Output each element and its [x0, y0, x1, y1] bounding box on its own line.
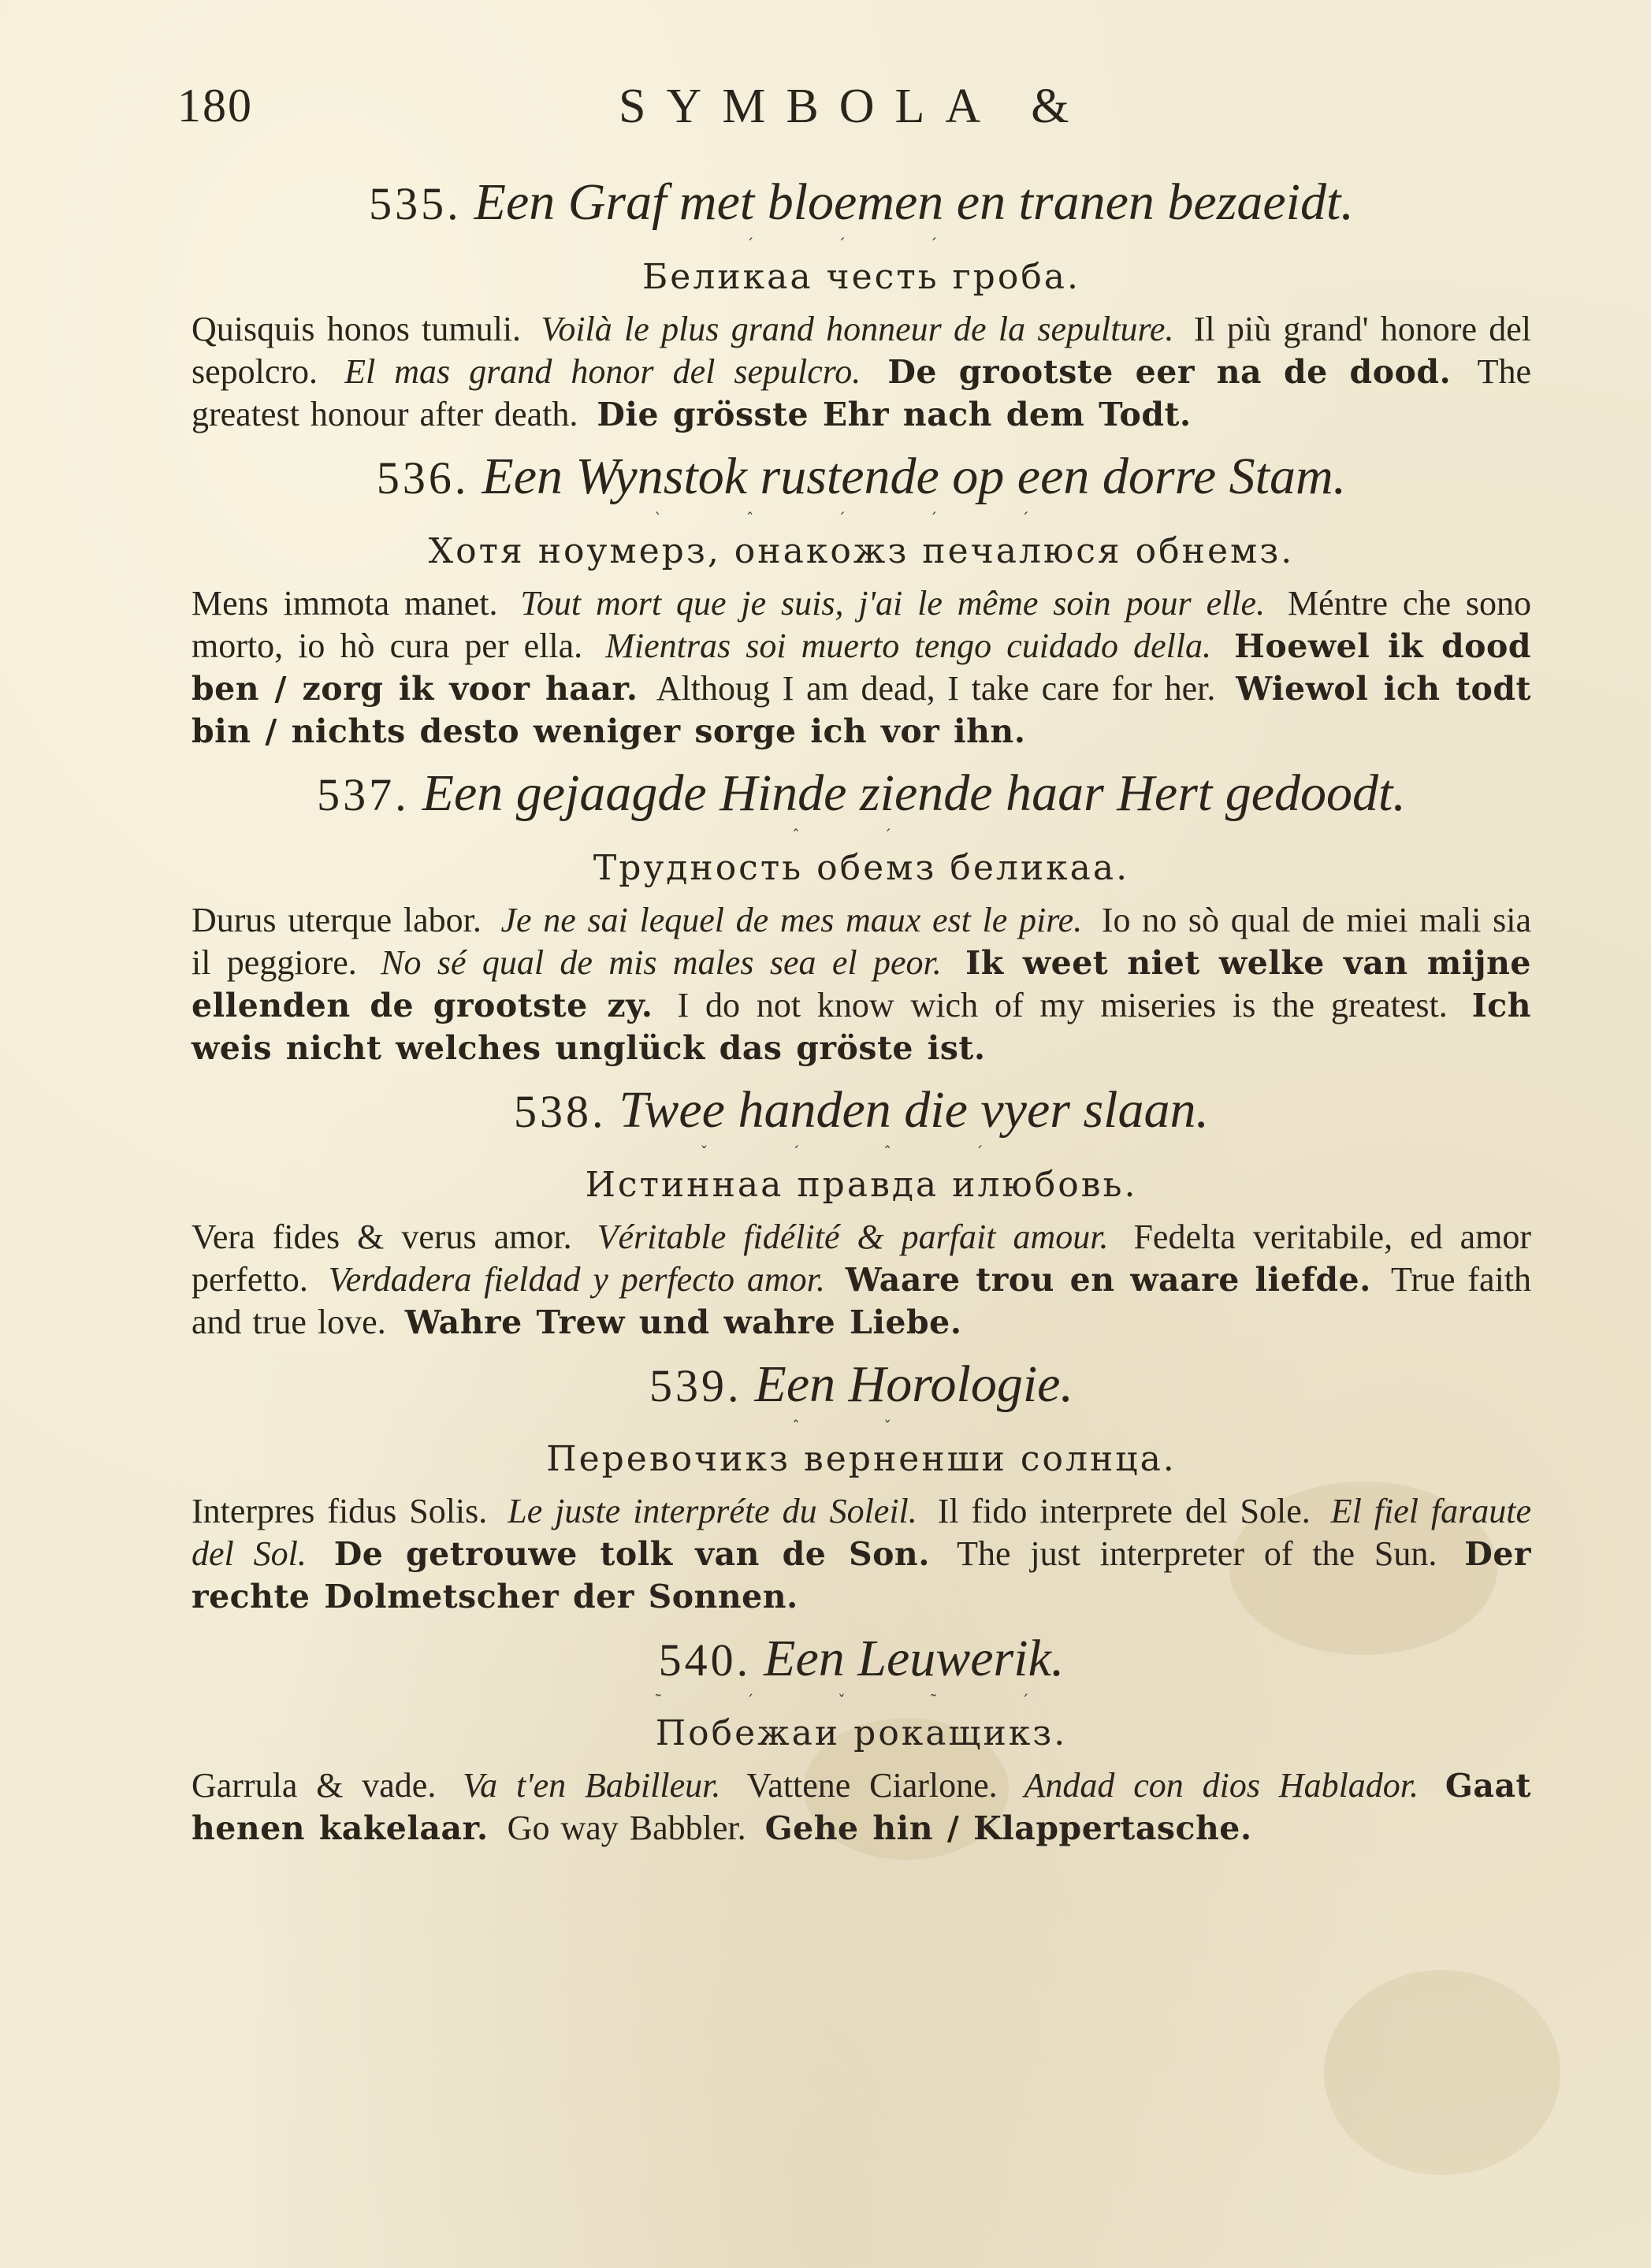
latin-motto: Durus uterque labor. [192, 901, 482, 939]
slavonic-motto: Истиннаа правда илюбовь. [585, 1165, 1138, 1205]
french-motto: Va t'en Babilleur. [463, 1766, 721, 1805]
french-motto: Je ne sai lequel de mes maux est le pire. [500, 901, 1083, 939]
dutch-motto: De grootste eer na de dood. [887, 353, 1452, 391]
entry-number: 537. [317, 769, 410, 820]
spanish-motto: Verdadera fieldad y perfecto amor. [328, 1260, 825, 1299]
latin-motto: Interpres fidus Solis. [192, 1492, 488, 1530]
emblem-entry [192, 444, 1531, 753]
english-motto: Go way Babbler. [507, 1809, 746, 1847]
spanish-motto: Mientras soi muerto tengo cuidado della. [605, 626, 1212, 665]
italian-motto: Fedelta veritabile, ed amor perfetto. [192, 1218, 1531, 1299]
entry-title [192, 760, 1531, 828]
spanish-motto: No sé qual de mis males sea el peor. [381, 943, 942, 982]
slavonic-motto: Хотя ноумерз, онакожз печалюся обнемз. [428, 531, 1295, 571]
entry-title-text: Een Horologie. [754, 1355, 1073, 1413]
german-motto: Wahre Trew und wahre Liebe. [404, 1303, 962, 1341]
entry-title [192, 1352, 1531, 1419]
italian-motto: Méntre che sono morto, io hò cura per ella. [192, 584, 1532, 665]
german-motto: Der rechte Dolmetscher der Sonnen. [192, 1535, 1532, 1615]
accent-marks: ˊ ˊ ˊ [746, 235, 977, 254]
slavonic-motto: Побежаи рокащикз. [655, 1713, 1068, 1753]
entry-title [192, 1626, 1531, 1694]
french-motto: Voilà le plus grand honneur de la sepulture. [541, 310, 1174, 348]
page-number: 180 [177, 80, 253, 132]
dutch-motto: Hoewel ik dood ben / zorg ik voor haar. [192, 627, 1531, 708]
italian-motto: Io no sò qual de miei mali sia il peggiore. [192, 901, 1532, 982]
italian-motto: Vattene Ciarlone. [746, 1766, 998, 1805]
translations [192, 899, 1531, 1069]
slavonic-motto: Перевочикз верненши солнца. [546, 1439, 1177, 1479]
latin-motto: Vera fides & verus amor. [192, 1218, 572, 1256]
english-motto: Althoug I am dead, I take care for her. [656, 669, 1216, 708]
entry-title-text: Een gejaagde Hinde ziende haar Hert gedoodt. [422, 764, 1406, 822]
slavonic-motto: Трудность обемз беликаа. [593, 848, 1130, 888]
dutch-motto: De getrouwe tolk van de Son. [333, 1535, 931, 1573]
english-motto: True faith and true love. [192, 1260, 1532, 1341]
page-header [177, 79, 1549, 158]
french-motto: Tout mort que je suis, j'ai le même soin pour elle. [520, 584, 1266, 623]
entry-title-text: Een Graf met bloemen en tranen bezaeidt. [474, 173, 1354, 231]
emblem-entry [192, 169, 1531, 436]
german-motto: Wiewol ich todt bin / nichts desto weniger sorge ich vor ihn. [192, 670, 1531, 750]
entry-title [192, 1077, 1531, 1145]
entry-number: 538. [514, 1086, 607, 1137]
spanish-motto: Andad con dios Hablador. [1024, 1766, 1419, 1805]
spanish-motto: El mas grand honor del sepulcro. [344, 352, 861, 391]
accent-marks: ˋ ˆ ˊ ˊ ˊ [654, 509, 1069, 528]
page-content [192, 169, 1531, 1857]
translations [192, 1490, 1531, 1618]
german-motto: Die grösste Ehr nach dem Todt. [597, 396, 1192, 433]
slavonic-motto: Беликаа честь гроба. [641, 257, 1081, 297]
accent-marks: ˆ ˇ [791, 1417, 931, 1436]
french-motto: Le juste interpréte du Soleil. [508, 1492, 917, 1530]
translations [192, 1764, 1531, 1850]
entry-number: 540. [658, 1634, 752, 1686]
entry-number: 536. [376, 452, 470, 504]
paper-stain [1324, 1970, 1560, 2175]
entry-title [192, 169, 1531, 237]
entry-title-text: Twee handen die vyer slaan. [619, 1081, 1209, 1139]
french-motto: Véritable fidélité & parfait amour. [597, 1218, 1109, 1256]
german-motto: Gehe hin / Klappertasche. [764, 1809, 1252, 1847]
english-motto: I do not know wich of my miseries is the greatest. [677, 986, 1448, 1024]
emblem-entry [192, 1352, 1531, 1618]
emblem-entry [192, 760, 1531, 1069]
entry-title [192, 444, 1531, 511]
latin-motto: Mens immota manet. [192, 584, 498, 623]
translations [192, 582, 1531, 753]
english-motto: The just interpreter of the Sun. [957, 1534, 1437, 1573]
running-title: SYMBOLA & [619, 80, 1090, 133]
entry-number: 535. [369, 178, 462, 229]
spanish-motto: El fiel faraute del Sol. [192, 1492, 1531, 1573]
dutch-motto: Waare trou en waare liefde. [845, 1261, 1371, 1299]
accent-marks: ˇ ˊ ˆ ˊ [700, 1143, 1023, 1162]
german-motto: Ich weis nicht welches unglück das gröste ist. [192, 987, 1532, 1067]
latin-motto: Garrula & vade. [192, 1766, 437, 1805]
entry-title-text: Een Wynstok rustende op een dorre Stam. [482, 448, 1347, 505]
emblem-entry [192, 1077, 1531, 1344]
translations [192, 1216, 1531, 1344]
entry-number: 539. [649, 1360, 742, 1411]
entry-title-text: Een Leuwerik. [764, 1630, 1065, 1687]
emblem-entry [192, 1626, 1531, 1850]
translations [192, 308, 1531, 436]
accent-marks: ˆ ˊ [791, 826, 931, 845]
italian-motto: Il fido interprete del Sole. [937, 1492, 1311, 1530]
dutch-motto: Ik weet niet welke van mijne ellenden de grootste zy. [192, 944, 1532, 1024]
dutch-motto: Gaat henen kakelaar. [192, 1767, 1531, 1847]
latin-motto: Quisquis honos tumuli. [192, 310, 522, 348]
english-motto: The greatest honour after death. [192, 352, 1531, 433]
italian-motto: Il più grand' honore del sepolcro. [192, 310, 1532, 391]
accent-marks: ˜ ˊ ˇ ˜ ˊ [654, 1691, 1069, 1710]
